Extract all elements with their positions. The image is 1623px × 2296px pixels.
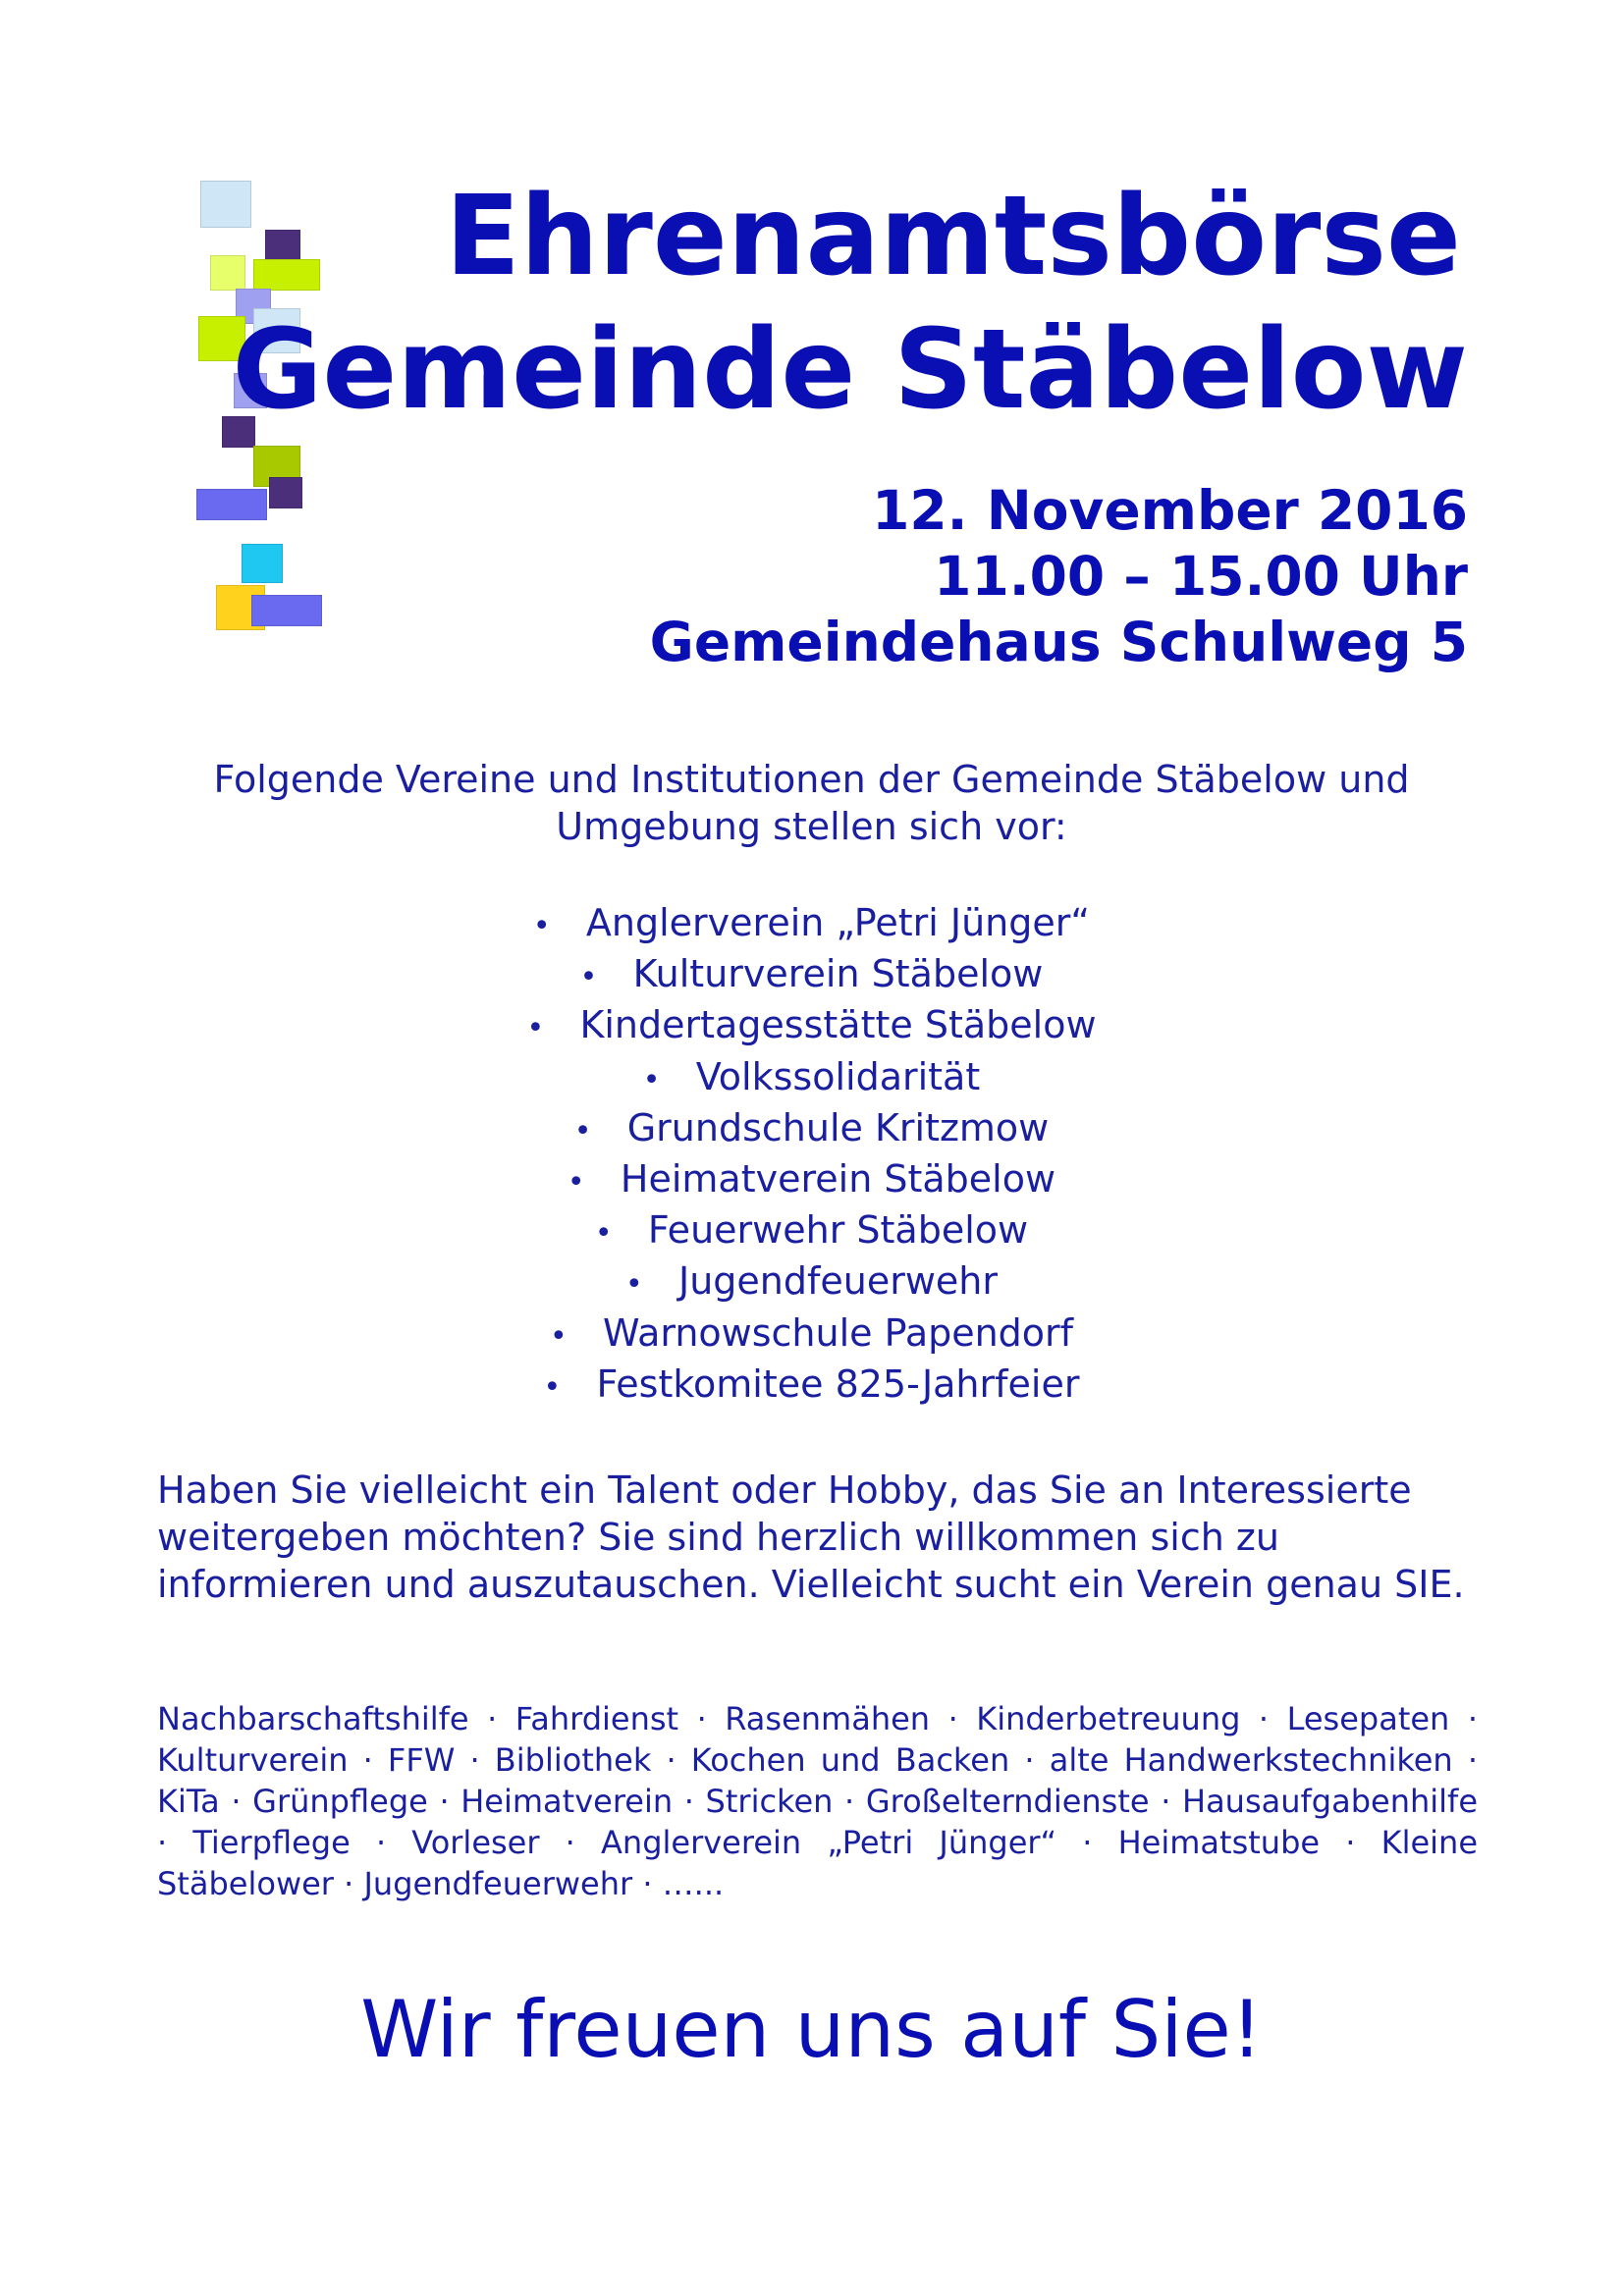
list-item [147,1361,1476,1412]
event-place: Gemeindehaus Schulweg 5 [649,611,1468,673]
organization-name: Heimatverein Stäbelow [620,1157,1056,1201]
logo-square [265,230,300,261]
logo-square [242,544,283,583]
organization-name: Grundschule Kritzmow [626,1105,1050,1149]
event-date: 12. November 2016 [872,479,1468,542]
bullet-icon: • [624,1267,643,1303]
bullet-icon: • [549,1318,568,1354]
keyword-paragraph: Nachbarschaftshilfe · Fahrdienst · Rasenmähen · Kinderbetreuung · Lesepaten · Kulturverein · FFW · Bibliothek · Kochen und Backen · alte Handwerkstechniken · KiTa · Grünpflege · Heimatverein · Stricken · Großelterndienste · Hausaufgabenhilfe · Tierpflege · Vorleser · Anglerverein „Petri Jünger“ · Heimatstube · Kleine Stäbelower · Jugendfeuerwehr · …... [157,1700,1478,1902]
bullet-icon: • [579,960,598,995]
bullet-icon: • [532,909,551,943]
list-item [147,1104,1476,1155]
organization-name: Festkomitee 825-Jahrfeier [596,1362,1080,1406]
logo-square [200,181,251,228]
list-item [147,1053,1476,1104]
logo-square [196,489,267,520]
bullet-icon: • [567,1165,585,1201]
invitation-paragraph: Haben Sie vielleicht ein Talent oder Hobby, das Sie an Interessierte weitergeben möchten? Sie sind herzlich willkommen sich zu informieren und auszutauschen. Vielleicht sucht ein Verein genau SIE. [157,1468,1465,1606]
logo-square [253,259,320,291]
page-title-line-1: Ehrenamtsbörse [445,173,1461,300]
list-item [147,950,1476,1001]
organization-name: Kulturverein Stäbelow [632,952,1044,996]
list-item [147,1257,1476,1308]
organization-list [147,899,1476,1412]
organization-name: Kindertagesstätte Stäbelow [579,1003,1097,1047]
organization-name: Volkssolidarität [695,1054,981,1098]
bullet-icon: • [642,1062,661,1097]
logo-square [251,595,322,626]
organization-name: Feuerwehr Stäbelow [647,1208,1029,1253]
bullet-icon: • [526,1011,545,1046]
bullet-icon: • [594,1216,613,1252]
page-title-line-2: Gemeinde Stäbelow [232,306,1468,434]
event-time: 11.00 – 15.00 Uhr [934,545,1468,608]
list-item [147,1155,1476,1206]
list-item [147,1001,1476,1052]
organization-name: Warnowschule Papendorf [602,1310,1074,1355]
list-item [147,899,1476,950]
bullet-icon: • [573,1113,592,1148]
logo-square [269,477,302,508]
bullet-icon: • [543,1369,562,1405]
list-item [147,1309,1476,1361]
organization-name: Jugendfeuerwehr [677,1259,998,1304]
organization-name: Anglerverein „Petri Jünger“ [585,901,1091,944]
list-item [147,1206,1476,1257]
intro-text: Folgende Vereine und Institutionen der Gemeinde Stäbelow und Umgebung stellen sich vor: [213,758,1410,848]
closing-slogan: Wir freuen uns auf Sie! [360,1984,1263,2075]
logo-square [210,255,245,291]
